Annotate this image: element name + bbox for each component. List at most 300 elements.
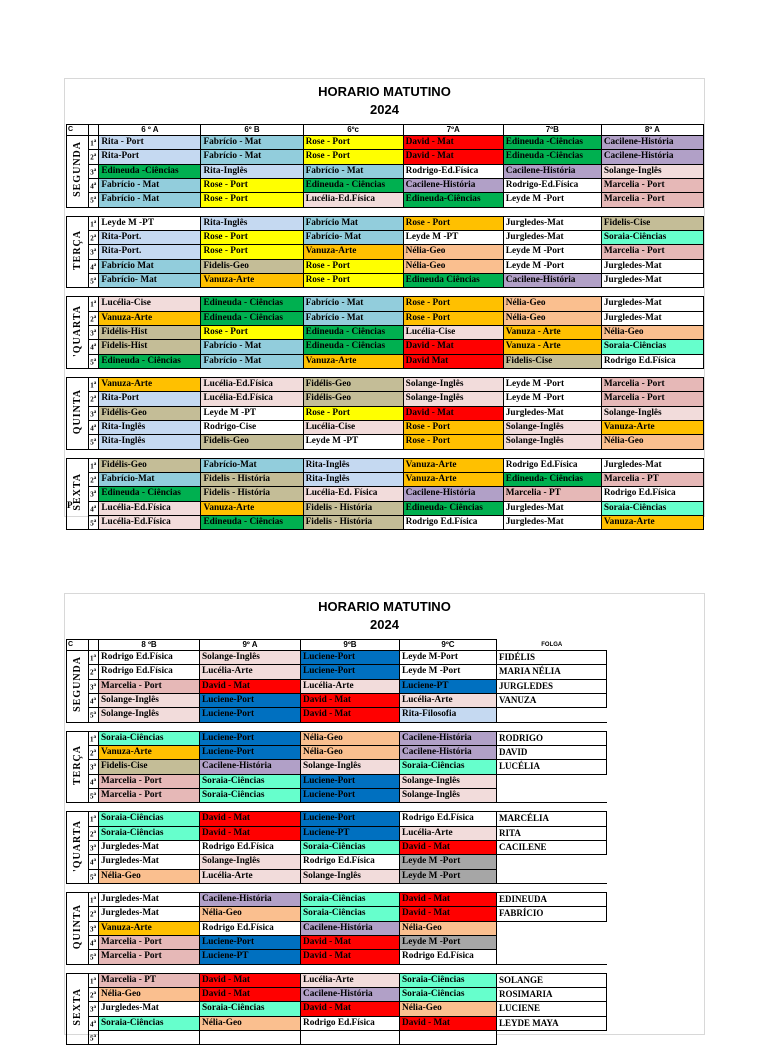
lesson-cell: Soraia-Ciências (400, 973, 497, 987)
lesson-cell: Rodrigo Ed.Física (400, 950, 497, 964)
period-number: 5$^a$ (89, 869, 99, 883)
lesson-cell: Fabrício- Mat (303, 230, 403, 244)
lesson-cell: Fidelis - História (303, 501, 403, 515)
schedule-row (67, 855, 607, 869)
lesson-cell: Luciene-Port (301, 812, 400, 826)
lesson-cell: David - Mat (301, 708, 400, 722)
lesson-cell: David - Mat (400, 1016, 497, 1030)
lesson-cell: David - Mat (301, 935, 400, 949)
folga-cell (497, 950, 607, 964)
schedule-row (67, 708, 607, 722)
lesson-cell: Lucélia-Arte (400, 693, 497, 707)
schedule-row (67, 515, 704, 529)
lesson-cell: Marcelia - Port (99, 788, 200, 802)
period-number: 4$^a$ (89, 340, 99, 354)
lesson-cell: Vanuza-Arte (201, 273, 303, 287)
schedule-row (67, 354, 704, 368)
lesson-cell: Lucélia-Ed.Física (99, 501, 201, 515)
class-header: 6 º A (99, 125, 201, 136)
class-header: 9ºB (301, 640, 400, 651)
period-number: 3$^a$ (89, 164, 99, 178)
lesson-cell: Edineuda - Ciências (303, 178, 403, 192)
lesson-cell: David - Mat (200, 826, 301, 840)
lesson-cell: Cacilene-História (200, 760, 301, 774)
lesson-cell: David - Mat (301, 693, 400, 707)
lesson-cell: Nélia-Geo (503, 297, 601, 311)
lesson-cell: Solange-Inglês (400, 788, 497, 802)
lesson-cell: Leyde M -Port (503, 392, 601, 406)
lesson-cell: Leyde M -PT (99, 216, 201, 230)
schedule-row (67, 935, 607, 949)
day-name: 'QUARTA (72, 304, 84, 357)
schedule-row (67, 869, 607, 883)
period-number: 1$^a$ (89, 297, 99, 311)
lesson-cell: Fabrício-Mat (99, 472, 201, 486)
day-separator (67, 964, 607, 973)
lesson-cell: Nélia-Geo (200, 1016, 301, 1030)
period-number: 4$^a$ (89, 259, 99, 273)
period-number: 3$^a$ (89, 921, 99, 935)
lesson-cell: Vanuza-Arte (601, 420, 703, 434)
schedule-row (67, 907, 607, 921)
lesson-cell: Jurgledes-Mat (601, 458, 703, 472)
period-number: 5$^a$ (89, 788, 99, 802)
lesson-cell: Jurgledes-Mat (99, 855, 200, 869)
lesson-cell: Fabrício - Mat (303, 297, 403, 311)
lesson-cell: Nélia-Geo (99, 869, 200, 883)
lesson-cell: Edineuda Ciências (403, 273, 503, 287)
lesson-cell: Solange-Inglês (601, 164, 703, 178)
lesson-cell: Rodrigo Ed.Física (503, 458, 601, 472)
lesson-cell: Nélia-Geo (99, 987, 200, 1001)
lesson-cell: Luciene-PT (301, 826, 400, 840)
period-number: 5$^a$ (89, 1030, 99, 1044)
lesson-cell: Rodrigo Ed.Física (301, 1016, 400, 1030)
lesson-cell: Vanuza - Arte (503, 325, 601, 339)
lesson-cell: Fabrício - Mat (201, 354, 303, 368)
lesson-cell: Fidelis-Geo (201, 435, 303, 449)
schedule-row (67, 245, 704, 259)
lesson-cell: Lucélia-Arte (301, 679, 400, 693)
period-number: 2$^a$ (89, 665, 99, 679)
lesson-cell: Fidelis - História (303, 515, 403, 529)
lesson-cell: Cacilene-História (403, 487, 503, 501)
lesson-cell: Marcelia - PT (99, 973, 200, 987)
day-name: QUINTA (72, 903, 83, 949)
lesson-cell: Rodrigo-Cise (201, 420, 303, 434)
lesson-cell: Lucélia-Ed.Física (201, 392, 303, 406)
schedule-row (67, 487, 704, 501)
lesson-cell: Leyde M -Port (400, 665, 497, 679)
period-number: 3$^a$ (89, 760, 99, 774)
lesson-cell: Leyde M -PT (403, 230, 503, 244)
lesson-cell: Edineuda -Ciências (99, 164, 201, 178)
schedule-row (67, 164, 704, 178)
schedule-row (67, 297, 704, 311)
folga-cell: LEYDE MAYA (497, 1016, 607, 1030)
lesson-cell: Vanuza-Arte (601, 515, 703, 529)
lesson-cell: Nélia-Geo (403, 245, 503, 259)
period-number: 4$^a$ (89, 855, 99, 869)
period-number: 5$^a$ (89, 515, 99, 529)
lesson-cell: Rose - Port (303, 136, 403, 150)
day-name: SEGUNDA (72, 141, 84, 198)
lesson-cell: David - Mat (403, 340, 503, 354)
lesson-cell: David - Mat (403, 150, 503, 164)
schedule-row (67, 1030, 607, 1044)
lesson-cell: Solange-Inglês (403, 377, 503, 391)
day-name: QUINTA (72, 388, 84, 434)
class-header: 7ºA (403, 125, 503, 136)
lesson-cell: Cacilene-História (200, 892, 301, 906)
schedule-row (67, 760, 607, 774)
period-number: 4$^a$ (89, 774, 99, 788)
period-number: 2$^a$ (89, 472, 99, 486)
day-label (67, 892, 89, 964)
lesson-cell: Rose - Port (303, 150, 403, 164)
schedule-row (67, 973, 607, 987)
day-separator (67, 449, 704, 458)
period-number: 4$^a$ (89, 420, 99, 434)
schedule-row (67, 406, 704, 420)
schedule-row (67, 987, 607, 1001)
schedule-row (67, 259, 704, 273)
lesson-cell: Lucélia-Cise (303, 420, 403, 434)
lesson-cell: Rita-Inglês (201, 164, 303, 178)
folga-cell: EDINEUDA (497, 892, 607, 906)
lesson-cell: Lucélia-Cise (99, 297, 201, 311)
lesson-cell: Jurgledes-Mat (99, 1002, 200, 1016)
day-label (67, 216, 89, 288)
period-number: 2$^a$ (89, 745, 99, 759)
lesson-cell: Solange-Inglês (99, 708, 200, 722)
lesson-cell: Vanuza-Arte (403, 472, 503, 486)
lesson-cell: Rodrigo Ed.Física (403, 515, 503, 529)
lesson-cell: David - Mat (400, 840, 497, 854)
lesson-cell: Lucélia-Ed.Física (99, 515, 201, 529)
lesson-cell: Rose - Port (303, 259, 403, 273)
footer-mark: P (67, 500, 73, 510)
lesson-cell: Vanuza-Arte (99, 745, 200, 759)
lesson-cell: Luciene-PT (200, 950, 301, 964)
schedule-title: HORARIO MATUTINO (318, 84, 451, 99)
lesson-cell: Rita-Inglês (99, 420, 201, 434)
lesson-cell: Vanuza-Arte (99, 377, 201, 391)
period-number: 1$^a$ (89, 136, 99, 150)
schedule-title: HORARIO MATUTINO (318, 599, 451, 614)
lesson-cell: Rita-Inglês (201, 216, 303, 230)
folga-cell: SOLANGE (497, 973, 607, 987)
folga-cell: MARIA NÉLIA (497, 665, 607, 679)
lesson-cell: Rose - Port (403, 311, 503, 325)
period-number: 1$^a$ (89, 973, 99, 987)
folga-cell (497, 869, 607, 883)
lesson-cell: Luciene-Port (200, 708, 301, 722)
lesson-cell: Edineuda- Ciências (403, 501, 503, 515)
day-name: SEGUNDA (72, 656, 83, 713)
lesson-cell: Rose - Port (201, 178, 303, 192)
period-header (89, 640, 99, 651)
schedule-row (67, 273, 704, 287)
lesson-cell: Soraia-Ciências (200, 788, 301, 802)
lesson-cell: Luciene-Port (200, 731, 301, 745)
day-name: SEXTA (72, 473, 84, 511)
lesson-cell: Rita-Inglês (303, 458, 403, 472)
day-name: 'QUARTA (72, 819, 83, 872)
lesson-cell: Edineuda- Ciências (503, 472, 601, 486)
lesson-cell: Solange-Inglês (403, 392, 503, 406)
lesson-cell: Luciene-Port (301, 665, 400, 679)
lesson-cell: Marcelia - Port (601, 392, 703, 406)
lesson-cell: Fabrício - Mat (303, 164, 403, 178)
period-number: 3$^a$ (89, 1002, 99, 1016)
lesson-cell: Jurgledes-Mat (601, 297, 703, 311)
lesson-cell: Fidélis-Geo (99, 458, 201, 472)
lesson-cell: Marcelia - Port (99, 950, 200, 964)
day-label (67, 731, 89, 803)
lesson-cell: Jurgledes-Mat (601, 273, 703, 287)
period-number: 1$^a$ (89, 458, 99, 472)
lesson-cell: Jurgledes-Mat (99, 840, 200, 854)
lesson-cell: Fabrício - Mat (303, 311, 403, 325)
class-header: 7ºB (503, 125, 601, 136)
lesson-cell: Cacilene-História (601, 136, 703, 150)
schedule-row (67, 377, 704, 391)
folga-cell: FABRÍCIO (497, 907, 607, 921)
lesson-cell: Solange-Inglês (601, 406, 703, 420)
day-label (67, 812, 89, 884)
lesson-cell: Solange-Inglês (301, 760, 400, 774)
schedule-row (67, 731, 607, 745)
period-number: 2$^a$ (89, 907, 99, 921)
lesson-cell: Soraia-Ciências (99, 1016, 200, 1030)
lesson-cell: Fidélis-Geo (303, 377, 403, 391)
schedule-row (67, 665, 607, 679)
period-number: 1$^a$ (89, 651, 99, 665)
schedule-row (67, 458, 704, 472)
lesson-cell: Rose - Port (403, 420, 503, 434)
folga-cell: ROSIMARIA (497, 987, 607, 1001)
lesson-cell: Nélia-Geo (301, 745, 400, 759)
lesson-cell: Rodrigo-Ed.Física (403, 164, 503, 178)
lesson-cell: David - Mat (200, 812, 301, 826)
schedule-row (67, 501, 704, 515)
schedule-row (67, 435, 704, 449)
schedule-row (67, 1002, 607, 1016)
period-number: 3$^a$ (89, 406, 99, 420)
lesson-cell: Nélia-Geo (601, 435, 703, 449)
lesson-cell: Marcelia - Port (601, 377, 703, 391)
lesson-cell: Fidelis-Cise (601, 216, 703, 230)
lesson-cell: Edineuda - Ciências (99, 354, 201, 368)
schedule-row (67, 826, 607, 840)
folga-cell: FIDÉLIS (497, 651, 607, 665)
lesson-cell: Soraia-Ciências (200, 774, 301, 788)
class-header: 9ºC (400, 640, 497, 651)
folga-cell: LUCÉLIA (497, 760, 607, 774)
lesson-cell: Soraia-Ciências (99, 812, 200, 826)
lesson-cell: Rose - Port (201, 193, 303, 207)
day-separator (67, 883, 607, 892)
period-number: 2$^a$ (89, 987, 99, 1001)
folga-cell (497, 1030, 607, 1044)
lesson-cell: Soraia-Ciências (301, 840, 400, 854)
lesson-cell: David - Mat (403, 136, 503, 150)
day-separator (67, 368, 704, 377)
period-number: 2$^a$ (89, 392, 99, 406)
lesson-cell: Rita-Filosofia (400, 708, 497, 722)
folga-cell (497, 935, 607, 949)
lesson-cell: Rose - Port (403, 435, 503, 449)
lesson-cell: Nélia-Geo (400, 1002, 497, 1016)
folga-cell: VANUZA (497, 693, 607, 707)
lesson-cell: Lucélia-Ed.Física (201, 377, 303, 391)
schedule-row (67, 693, 607, 707)
lesson-cell: Cacilene-História (601, 150, 703, 164)
lesson-cell: Jurgledes-Mat (99, 907, 200, 921)
period-number: 1$^a$ (89, 812, 99, 826)
lesson-cell: Fabrício - Mat (201, 150, 303, 164)
lesson-cell: Rita-Inglês (303, 472, 403, 486)
lesson-cell: Cacilene-História (403, 178, 503, 192)
day-label (67, 651, 89, 723)
period-number: 3$^a$ (89, 487, 99, 501)
lesson-cell: Edineuda - Ciências (303, 340, 403, 354)
folga-cell (497, 774, 607, 788)
schedule-row (67, 340, 704, 354)
lesson-cell: Nélia-Geo (400, 921, 497, 935)
corner-label: C (67, 125, 89, 136)
day-label (67, 458, 89, 530)
lesson-cell: David - Mat (301, 1002, 400, 1016)
lesson-cell: Leyde M -PT (201, 406, 303, 420)
period-number: 5$^a$ (89, 708, 99, 722)
lesson-cell: Jurgledes-Mat (503, 501, 601, 515)
lesson-cell: Rose - Port (201, 325, 303, 339)
day-name: TERÇA (72, 744, 83, 785)
header-row (67, 640, 607, 651)
lesson-cell: Cacilene-História (400, 745, 497, 759)
lesson-cell: Solange-Inglês (200, 855, 301, 869)
period-number: 4$^a$ (89, 693, 99, 707)
folga-cell: JURGLEDES (497, 679, 607, 693)
period-number: 1$^a$ (89, 892, 99, 906)
lesson-cell: Lucélia-Arte (200, 869, 301, 883)
folga-cell: LUCIENE (497, 1002, 607, 1016)
lesson-cell: Vanuza-Arte (403, 458, 503, 472)
schedule-row (67, 178, 704, 192)
lesson-cell: Rita - Port (99, 136, 201, 150)
schedule-sheet-1 (64, 78, 705, 528)
period-number: 2$^a$ (89, 311, 99, 325)
class-header: 6ºc (303, 125, 403, 136)
period-number: 2$^a$ (89, 826, 99, 840)
period-header (89, 125, 99, 136)
lesson-cell: Edineuda - Ciências (201, 515, 303, 529)
lesson-cell: Rita-Inglês (99, 435, 201, 449)
lesson-cell: Cacilene-História (301, 921, 400, 935)
lesson-cell: Rodrigo Ed.Física (200, 921, 301, 935)
lesson-cell: Soraia-Ciências (400, 987, 497, 1001)
lesson-cell: Nélia-Geo (601, 325, 703, 339)
header-row (67, 125, 704, 136)
schedule-row (67, 745, 607, 759)
lesson-cell: Vanuza-Arte (201, 501, 303, 515)
corner-label: C (67, 640, 89, 651)
lesson-cell: Rose - Port (303, 406, 403, 420)
lesson-cell: Luciene-Port (200, 693, 301, 707)
schedule-row (67, 1016, 607, 1030)
folga-header: FOLGA (497, 640, 607, 651)
period-number: 5$^a$ (89, 435, 99, 449)
schedule-row (67, 150, 704, 164)
lesson-cell: Fabrício - Mat (201, 340, 303, 354)
schedule-table (66, 124, 704, 530)
day-label (67, 377, 89, 449)
class-header: 9º A (200, 640, 301, 651)
lesson-cell: Edineuda-Ciências (403, 193, 503, 207)
lesson-cell: David - Mat (200, 679, 301, 693)
lesson-cell: Fidelis-Geo (201, 259, 303, 273)
lesson-cell: Fidelis-Cise (99, 760, 200, 774)
lesson-cell: Lucélia-Arte (400, 826, 497, 840)
folga-cell: DAVID (497, 745, 607, 759)
folga-cell (497, 708, 607, 722)
lesson-cell: Leyde M -Port (400, 869, 497, 883)
lesson-cell: Marcelia - Port (99, 774, 200, 788)
lesson-cell: Luciene-Port (301, 774, 400, 788)
schedule-row (67, 679, 607, 693)
lesson-cell: Soraia-Ciências (301, 892, 400, 906)
lesson-cell: Fabrício - Mat (201, 136, 303, 150)
lesson-cell (99, 1030, 200, 1044)
day-label (67, 973, 89, 1045)
period-number: 5$^a$ (89, 193, 99, 207)
period-number: 2$^a$ (89, 230, 99, 244)
lesson-cell: Fabrício - Mat (99, 178, 201, 192)
lesson-cell: Lucélia-Ed. Física (303, 487, 403, 501)
lesson-cell (200, 1030, 301, 1044)
schedule-row (67, 193, 704, 207)
lesson-cell: Marcelia - Port (601, 193, 703, 207)
period-number: 3$^a$ (89, 325, 99, 339)
schedule-row (67, 840, 607, 854)
lesson-cell: Solange-Inglês (99, 693, 200, 707)
schedule-row (67, 311, 704, 325)
lesson-cell: Rita-Port. (99, 230, 201, 244)
lesson-cell: Fabrício Mat (99, 259, 201, 273)
lesson-cell: David - Mat (400, 907, 497, 921)
lesson-cell: Edineuda - Ciências (99, 487, 201, 501)
schedule-row (67, 216, 704, 230)
lesson-cell: Solange-Inglês (301, 869, 400, 883)
lesson-cell: Luciene-Port (301, 651, 400, 665)
lesson-cell: Soraia-Ciências (200, 1002, 301, 1016)
lesson-cell: Rodrigo Ed.Física (99, 651, 200, 665)
lesson-cell: Edineuda - Ciências (201, 297, 303, 311)
lesson-cell: Jurgledes-Mat (503, 230, 601, 244)
period-number: 5$^a$ (89, 950, 99, 964)
lesson-cell: Marcelia - Port (601, 245, 703, 259)
lesson-cell: David - Mat (200, 973, 301, 987)
schedule-row (67, 230, 704, 244)
schedule-year: 2024 (370, 617, 399, 632)
period-number: 3$^a$ (89, 679, 99, 693)
lesson-cell: Lucélia-Arte (301, 973, 400, 987)
lesson-cell: Rose - Port (303, 273, 403, 287)
lesson-cell: Rose - Port (403, 216, 503, 230)
lesson-cell: David - Mat (200, 987, 301, 1001)
